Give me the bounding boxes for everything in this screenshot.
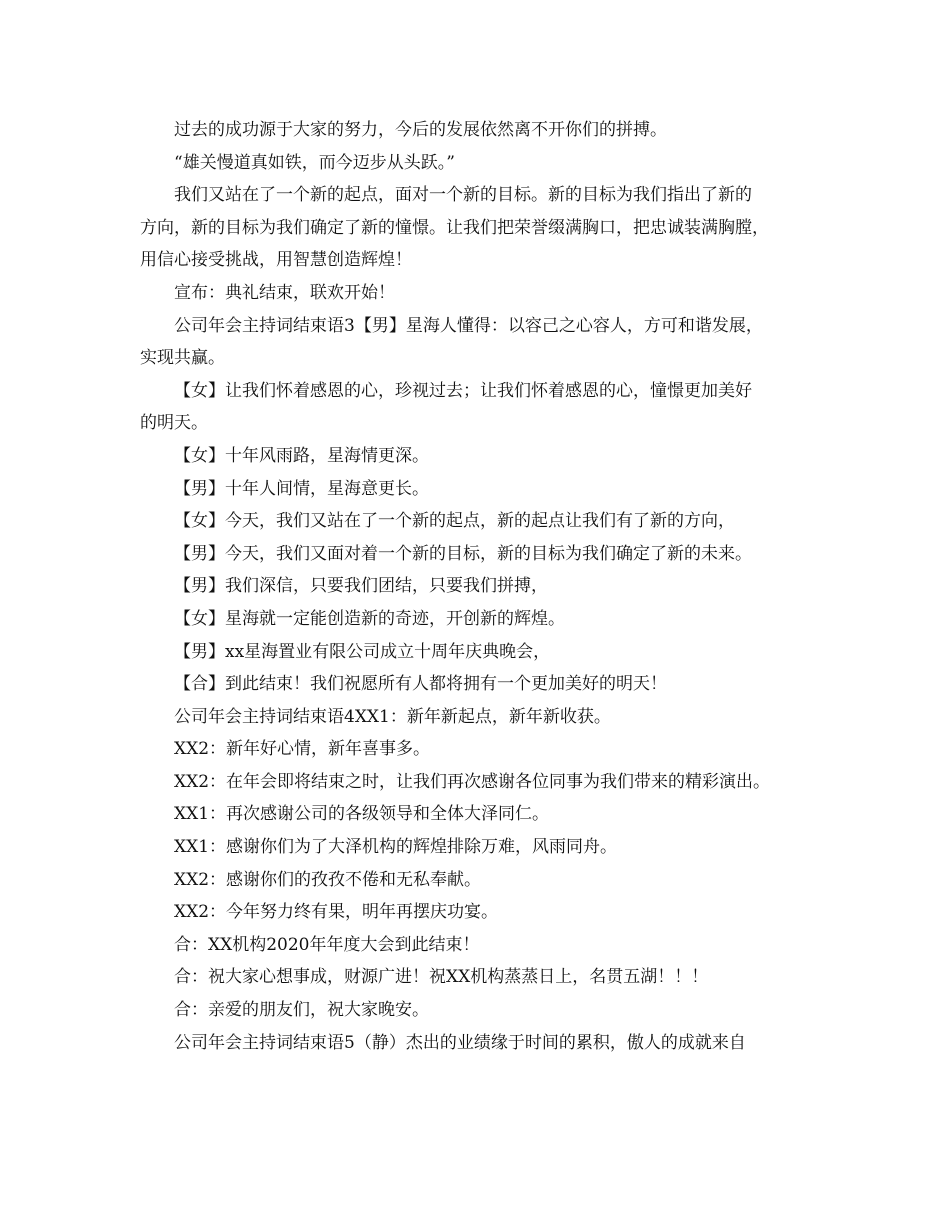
text-line: 公司年会主持词结束语5（静）杰出的业绩缘于时间的累积，傲人的成就来自 xyxy=(174,1032,746,1053)
text-line: 【女】星海就一定能创造新的奇迹，开创新的辉煌。 xyxy=(174,608,565,629)
text-line: 【女】十年风雨路，星海情更深。 xyxy=(174,445,429,466)
text-line: 合：亲爱的朋友们，祝大家晚安。 xyxy=(174,1000,429,1021)
text-line: 【男】十年人间情，星海意更长。 xyxy=(174,478,429,499)
text-line: 合：XX机构2020年年度大会到此结束！ xyxy=(174,934,480,955)
text-line: 【男】今天，我们又面对着一个新的目标，新的目标为我们确定了新的未来。 xyxy=(174,543,752,564)
text-line: 的明天。 xyxy=(140,413,208,434)
text-line: 我们又站在了一个新的起点，面对一个新的目标。新的目标为我们指出了新的 xyxy=(174,185,752,206)
text-line: 【男】xx星海置业有限公司成立十周年庆典晚会， xyxy=(174,641,551,662)
text-line: 公司年会主持词结束语4XX1：新年新起点，新年新收获。 xyxy=(174,706,611,727)
text-line: 宣布：典礼结束，联欢开始！ xyxy=(174,282,395,303)
text-line: XX1：感谢你们为了大泽机构的辉煌排除万难，风雨同舟。 xyxy=(174,837,618,858)
text-line: 【合】到此结束！我们祝愿所有人都将拥有一个更加美好的明天！ xyxy=(174,674,667,695)
text-line: 公司年会主持词结束语3【男】星海人懂得：以容己之心容人，方可和谐发展， xyxy=(174,315,763,336)
text-line: 方向，新的目标为我们确定了新的憧憬。让我们把荣誉缀满胸口，把忠诚装满胸膛， xyxy=(140,217,769,238)
text-line: 合：祝大家心想事成，财源广进！祝XX机构蒸蒸日上，名贯五湖！！！ xyxy=(174,967,709,988)
text-line: XX1：再次感谢公司的各级领导和全体大泽同仁。 xyxy=(174,804,550,825)
text-line: 用信心接受挑战，用智慧创造辉煌！ xyxy=(140,250,412,271)
text-line: 【女】今天，我们又站在了一个新的起点，新的起点让我们有了新的方向， xyxy=(174,511,735,532)
text-line: 实现共赢。 xyxy=(140,348,225,369)
document-body xyxy=(140,114,830,1059)
text-line: “雄关慢道真如铁，而今迈步从头跃。” xyxy=(174,152,455,173)
text-line: 过去的成功源于大家的努力，今后的发展依然离不开你们的拼搏。 xyxy=(174,120,667,140)
text-line: XX2：今年努力终有果，明年再摆庆功宴。 xyxy=(174,902,499,923)
text-line: XX2：新年好心情，新年喜事多。 xyxy=(174,739,431,760)
text-line: XX2：感谢你们的孜孜不倦和无私奉献。 xyxy=(174,869,482,890)
text-line: XX2：在年会即将结束之时，让我们再次感谢各位同事为我们带来的精彩演出。 xyxy=(174,771,771,792)
text-line: 【男】我们深信，只要我们团结，只要我们拼搏， xyxy=(174,576,548,597)
text-line: 【女】让我们怀着感恩的心，珍视过去；让我们怀着感恩的心，憧憬更加美好 xyxy=(174,380,752,401)
